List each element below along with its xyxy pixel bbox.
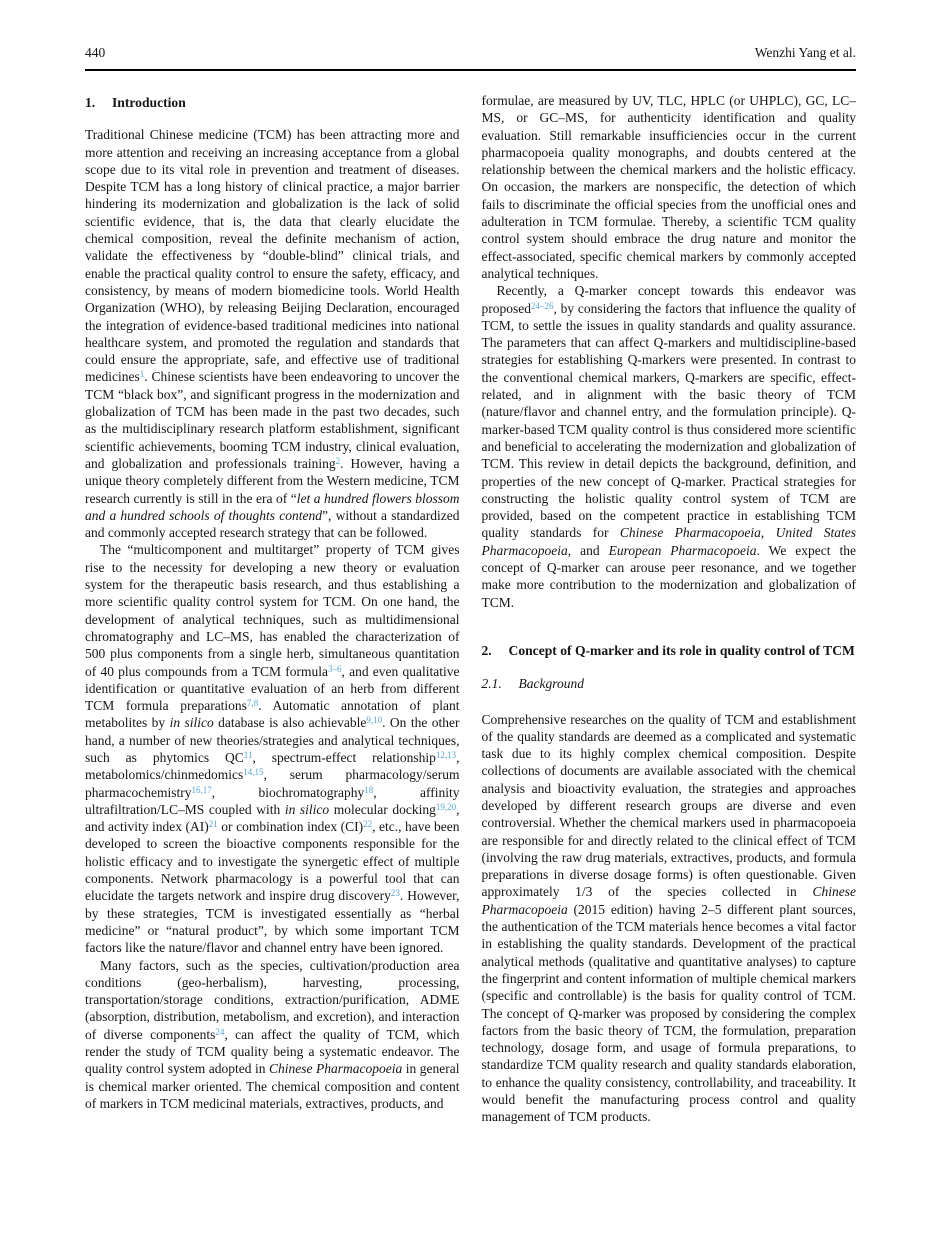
- italic-text: European Pharmacopoeia: [608, 542, 757, 558]
- text-run: ”, without a standardized and commonly accepted research strategy that can be followed.: [85, 507, 460, 541]
- reference-link[interactable]: 11: [243, 749, 253, 760]
- text-run: , affinity ultrafiltration/LC–MS coupled with: [85, 784, 460, 817]
- italic-text: United States Pharmacopoeia: [481, 525, 856, 558]
- italic-text: Chinese Pharmacopoeia: [269, 1061, 403, 1077]
- text-run: , and activity index (AI): [85, 801, 460, 835]
- text-run: ,: [760, 525, 776, 541]
- text-run: molecular docking: [329, 801, 436, 817]
- reference-link[interactable]: 3–6: [328, 663, 342, 674]
- reference-link[interactable]: 1: [139, 369, 145, 380]
- right-column: [482, 92, 857, 1126]
- paragraph: [482, 711, 857, 1126]
- text-run: (2015 edition) having 2–5 different plant sources, the authentication of the TCM materials hence becomes a vital factor in establishing the quality standards. Development of the practical analytical methods (qualitative and quantitative analyses) to capture the fingerprint and content information of multiple chemical markers (specific and controllable) is the basis for quality control of TCM. The concept of Q-marker was proposed by considering the complex factors from the basic theory of TCM, the formulation, preparation technology, dosage form, and usage of formula preparations, to standardize TCM quality research and quality standards elaboration, to enhance the quality consistency, controllability, and traceability. It would benefit the manufacturing process control and quality management of TCM products.: [481, 901, 856, 1125]
- left-column: [85, 92, 460, 1126]
- text-run: , and: [567, 542, 609, 558]
- reference-link[interactable]: 16,17: [191, 784, 212, 795]
- subsection-2-1-number: 2.1.: [481, 676, 502, 692]
- page-header: [85, 45, 856, 71]
- two-column-body: [85, 92, 856, 1126]
- reference-link[interactable]: 14,15: [243, 767, 264, 778]
- reference-link[interactable]: 21: [208, 819, 218, 830]
- reference-link[interactable]: 24–26: [531, 300, 554, 311]
- reference-link[interactable]: 22: [363, 819, 373, 830]
- reference-link[interactable]: 9,10: [366, 715, 383, 726]
- italic-text: in silico: [169, 715, 214, 731]
- text-run: , and even qualitative identification or quantitative evaluation of an herb from different TCM formula preparations: [85, 663, 460, 714]
- text-run: . Chinese scientists have been endeavoring to uncover the TCM “black box”, and significant progress in the modernization and globalization of TCM has been made in the past two decades, such as the multidisciplinary research platform establishment, significant scientific achievements, booming TCM industry, clinical evaluation, and globalization and professionals training: [85, 369, 460, 471]
- text-run: Recently, a Q-marker concept towards this endeavor was proposed: [481, 283, 856, 316]
- section-2-heading: [482, 642, 857, 659]
- section-2-number: 2.: [481, 642, 492, 658]
- italic-text: Chinese Pharmacopoeia: [619, 525, 761, 541]
- reference-link[interactable]: 23: [390, 888, 400, 899]
- reference-link[interactable]: 19,20: [435, 801, 457, 812]
- running-author: Wenzhi Yang et al.: [754, 45, 856, 60]
- section-2-title: Concept of Q-marker and its role in quality control of TCM: [508, 642, 855, 658]
- paragraph: [85, 126, 460, 541]
- section-1-number: 1.: [85, 95, 96, 110]
- section-1-title: Introduction: [112, 95, 186, 110]
- text-run: . We expect the concept of Q-marker can arouse peer resonance, and we together make more contribution to the modernization and globalization of TCM.: [481, 542, 856, 610]
- page-number: 440: [85, 45, 106, 60]
- reference-link[interactable]: 7,8: [246, 698, 259, 709]
- section-1-heading: [85, 94, 460, 111]
- paragraph: [482, 92, 857, 282]
- subsection-2-1-heading: [482, 675, 857, 692]
- text-run: , spectrum-effect relationship: [252, 749, 436, 765]
- reference-link[interactable]: 12,13: [435, 749, 457, 760]
- text-run: Many factors, such as the species, cultivation/production area conditions (geo-herbalism), harvesting, processing, transportation/storage conditions, extraction/purification, ADME (absorption, distribution, metabolism, and excretion), and interaction of diverse components: [85, 957, 460, 1042]
- text-run: database is also achievable: [213, 715, 367, 731]
- text-run: , biochromatography: [211, 784, 365, 800]
- text-run: , can affect the quality of TCM, which render the study of TCM quality being a systematic endeavor. The quality control system adopted in: [85, 1026, 460, 1077]
- text-run: formulae, are measured by UV, TLC, HPLC (or UHPLC), GC, LC–MS, or GC–MS, for authenticity identification and quality evaluation. Still remarkable insufficiencies occur in the current pharmacopoeia quality monographs, and doubts centered at the relationship between the chemical markers and the holistic efficacy. On occasion, the markers are nonspecific, the detection of which fails to discriminate the official species from the unofficial ones and adulteration in TCM formulae. Thereby, a scientific TCM quality control system should embrace the drug nature and monitor the effect-associated, specific chemical markers by commonly accepted analytical techniques.: [481, 93, 856, 281]
- text-run: Comprehensive researches on the quality of TCM and establishment of the quality standards are deemed as a complicated and systematic task due to its highly complex chemical composition. Despite collections of documents are available associated with the chemical analysis and bioactivity evaluation, the strategies and approaches developed by different research groups are diverse and even controversial. Whether the chemical markers used in pharmacopoeia are responsible for and directly related to the clinical effect of TCM (involving the raw drug materials, extractives, products, and formula preparations in diverse dosage forms) is often questionable. Given approximately 1/3 of the species collected in: [481, 711, 856, 900]
- text-run: or combination index (CI): [217, 819, 364, 835]
- text-run: in general is chemical marker oriented. The chemical composition and content of markers in TCM medicinal materials, extractives, products, and: [85, 1061, 460, 1111]
- paragraph: [482, 282, 857, 611]
- text-run: , metabolomics/chinmedomics: [85, 749, 460, 783]
- text-run: , by considering the factors that influence the quality of TCM, to settle the issues in quality standards and quality assurance. The parameters that can affect Q-markers and multidiscipline-based strategies for establishing Q-markers were presented. In contrast to the conventional chemical markers, Q-markers are specific, effect-related, and in alignment with the basic theory of TCM (nature/flavor and channel entry, and the formulation principle). Q-marker-based TCM quality control is thus considered more scientific and beneficial to accelerating the modernization and globalization of TCM. This review in detail depicts the background, definition, and properties of the new concept of Q-marker. Practical strategies for constructing the holistic quality control system of TCM are provided, based on the competent practice in establishing TCM quality standards for: [481, 300, 856, 541]
- italic-text: Chinese Pharmacopoeia: [481, 884, 856, 917]
- text-run: . On the other hand, a number of new theories/strategies and analytical techniques, such as phytomics QC: [85, 715, 460, 765]
- reference-link[interactable]: 18: [364, 784, 374, 795]
- paragraph: [85, 957, 460, 1113]
- paragraph: [85, 541, 460, 956]
- subsection-2-1-title: Background: [518, 676, 584, 692]
- text-run: . Automatic annotation of plant metabolites by: [85, 698, 460, 731]
- text-run: . However, by these strategies, TCM is investigated essentially as “herbal medicine” or “natural product”, by which some important TCM factors like the nature/flavor and channel entry have been ignored.: [85, 888, 460, 956]
- reference-link[interactable]: 2: [335, 455, 341, 466]
- reference-link[interactable]: 24: [215, 1026, 225, 1037]
- text-run: , etc., have been developed to screen the bioactive components responsible for the holistic efficacy and to investigate the synergetic effect of multiple components. Network pharmacology is a powerful tool that can elucidate the targets network and inspire drug discovery: [85, 819, 460, 904]
- italic-text: in silico: [284, 801, 330, 817]
- text-run: The “multicomponent and multitarget” property of TCM gives rise to the necessity for developing a new theory or evaluation system for the therapeutic basis research, and thus establishing a more scientific quality control system for TCM. On one hand, the development of analytical techniques, such as multidimensional chromatography and LC–MS, has enabled the characterization of 500 plus components from a single herb, simultaneous quantitation of 40 plus compounds from a TCM formula: [85, 542, 460, 679]
- text-run: Traditional Chinese medicine (TCM) has been attracting more and more attention and receiving an increasing acceptance from a global scope due to its vital role in prevention and treatment of diseases. Despite TCM has a long history of clinical practice, a major barrier hindering its modernization and globalization is the lack of solid scientific evidence, that is, the data that clearly elucidate the chemical composition, reveal the definite mechanism of action, validate the effectiveness by “double-blind” clinical trials, and enable the practical quality control to ensure the safety, efficacy, and consistency, by means of modern biomedicine tools. World Health Organization (WHO), by releasing Beijing Declaration, encouraged the integration of evidence-based traditional medicines into national healthcare system, and promoted the regulation and standards that could ensure the appropriate, safe, and effective use of traditional medicines: [85, 127, 460, 385]
- text-run: . However, having a unique theory completely different from the Western medicine, TCM research currently is still in the era of “: [85, 455, 460, 506]
- text-run: , serum pharmacology/serum pharmacochemistry: [85, 767, 460, 800]
- italic-text: let a hundred flowers blossom and a hundred schools of thoughts contend: [85, 490, 460, 523]
